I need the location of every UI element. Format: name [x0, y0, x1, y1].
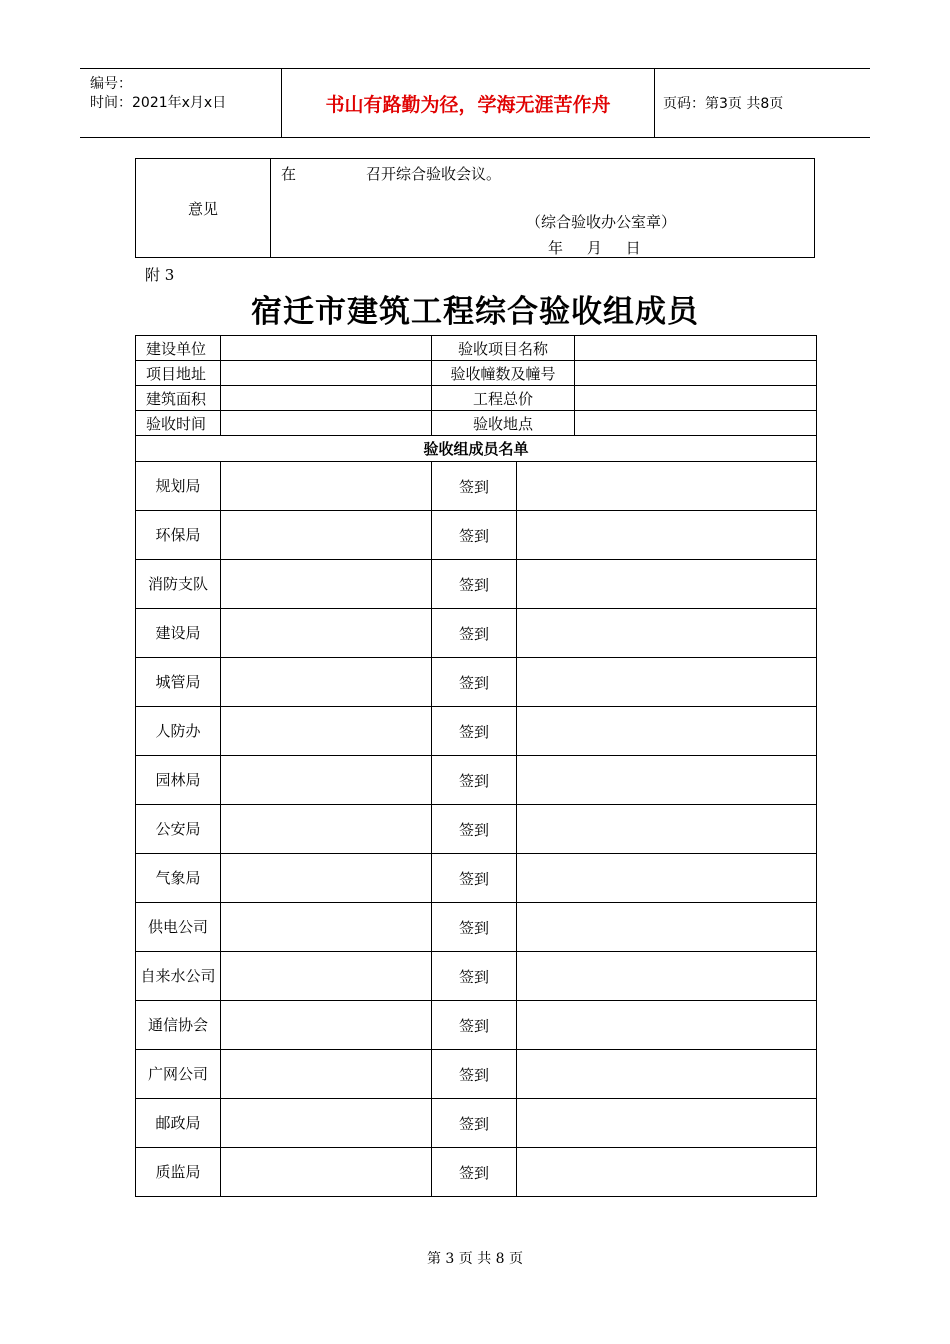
header-page-label: 页码：第3页 共8页 — [663, 96, 784, 112]
member-name: 邮政局 — [136, 1099, 221, 1148]
member-representative — [221, 658, 432, 707]
member-name: 环保局 — [136, 511, 221, 560]
member-name: 建设局 — [136, 609, 221, 658]
sign-label: 签到 — [432, 560, 517, 609]
signature-cell — [517, 1050, 817, 1099]
sign-label: 签到 — [432, 1001, 517, 1050]
opinion-date: 年 月 日 — [548, 239, 641, 257]
member-representative — [221, 1099, 432, 1148]
member-row — [136, 854, 817, 903]
opinion-box — [135, 158, 815, 258]
member-name: 公安局 — [136, 805, 221, 854]
signature-cell — [517, 707, 817, 756]
info-label-right: 验收幢数及幢号 — [432, 361, 575, 386]
member-name: 气象局 — [136, 854, 221, 903]
sign-label: 签到 — [432, 609, 517, 658]
info-label-right: 验收项目名称 — [432, 336, 575, 361]
member-name: 质监局 — [136, 1148, 221, 1197]
time-label: 时间：2021年x月x日 — [90, 95, 227, 111]
member-representative — [221, 1001, 432, 1050]
info-row — [136, 361, 817, 386]
member-name: 供电公司 — [136, 903, 221, 952]
member-representative — [221, 805, 432, 854]
member-name: 消防支队 — [136, 560, 221, 609]
member-representative — [221, 903, 432, 952]
sign-label: 签到 — [432, 805, 517, 854]
sign-label: 签到 — [432, 903, 517, 952]
info-row — [136, 386, 817, 411]
member-row — [136, 1050, 817, 1099]
sign-label: 签到 — [432, 658, 517, 707]
sign-label: 签到 — [432, 1099, 517, 1148]
member-name: 规划局 — [136, 462, 221, 511]
signature-cell — [517, 1001, 817, 1050]
member-representative — [221, 707, 432, 756]
info-row — [136, 336, 817, 361]
signature-cell — [517, 952, 817, 1001]
signature-cell — [517, 609, 817, 658]
signature-cell — [517, 462, 817, 511]
info-label: 验收时间 — [136, 411, 221, 436]
info-value-right — [575, 361, 817, 386]
member-row — [136, 1148, 817, 1197]
signature-cell — [517, 511, 817, 560]
page-title: 宿迁市建筑工程综合验收组成员 — [251, 294, 699, 330]
info-value-right — [575, 336, 817, 361]
member-representative — [221, 756, 432, 805]
member-row — [136, 609, 817, 658]
info-value-right — [575, 386, 817, 411]
page-footer: 第 3 页 共 8 页 — [426, 1251, 524, 1267]
member-representative — [221, 1148, 432, 1197]
member-representative — [221, 609, 432, 658]
member-row — [136, 707, 817, 756]
members-table — [135, 335, 817, 1197]
member-name: 自来水公司 — [136, 952, 221, 1001]
info-value — [221, 411, 432, 436]
signature-cell — [517, 805, 817, 854]
info-value — [221, 386, 432, 411]
number-label: 编号： — [90, 76, 132, 92]
member-representative — [221, 462, 432, 511]
opinion-stamp: （综合验收办公室章） — [526, 213, 677, 231]
member-representative — [221, 560, 432, 609]
member-name: 园林局 — [136, 756, 221, 805]
sign-label: 签到 — [432, 1050, 517, 1099]
sign-label: 签到 — [432, 952, 517, 1001]
header-motto: 书山有路勤为径，学海无涯苦作舟 — [281, 69, 655, 137]
signature-cell — [517, 1148, 817, 1197]
signature-cell — [517, 560, 817, 609]
sign-label: 签到 — [432, 707, 517, 756]
member-name: 通信协会 — [136, 1001, 221, 1050]
sign-label: 签到 — [432, 756, 517, 805]
member-representative — [221, 511, 432, 560]
signature-cell — [517, 756, 817, 805]
opinion-text-meeting: 召开综合验收会议。 — [366, 165, 502, 183]
member-row — [136, 1099, 817, 1148]
header-meta — [80, 69, 280, 137]
member-row — [136, 756, 817, 805]
info-row — [136, 411, 817, 436]
info-label: 建设单位 — [136, 336, 221, 361]
signature-cell — [517, 1099, 817, 1148]
signature-cell — [517, 854, 817, 903]
member-representative — [221, 854, 432, 903]
member-row — [136, 560, 817, 609]
member-row — [136, 1001, 817, 1050]
sign-label: 签到 — [432, 462, 517, 511]
member-name: 广网公司 — [136, 1050, 221, 1099]
member-row — [136, 952, 817, 1001]
member-row — [136, 511, 817, 560]
page-header — [80, 68, 870, 138]
opinion-text-at: 在 — [281, 165, 297, 183]
member-representative — [221, 1050, 432, 1099]
members-header-row — [136, 436, 817, 462]
info-value-right — [575, 411, 817, 436]
member-name: 人防办 — [136, 707, 221, 756]
annex-label: 附 3 — [145, 266, 175, 284]
member-name: 城管局 — [136, 658, 221, 707]
member-row — [136, 462, 817, 511]
opinion-label: 意见 — [136, 159, 271, 257]
member-representative — [221, 952, 432, 1001]
member-row — [136, 805, 817, 854]
info-label-right: 验收地点 — [432, 411, 575, 436]
info-value — [221, 336, 432, 361]
sign-label: 签到 — [432, 511, 517, 560]
member-row — [136, 658, 817, 707]
signature-cell — [517, 903, 817, 952]
member-row — [136, 903, 817, 952]
sign-label: 签到 — [432, 1148, 517, 1197]
info-value — [221, 361, 432, 386]
signature-cell — [517, 658, 817, 707]
info-label-right: 工程总价 — [432, 386, 575, 411]
info-label: 项目地址 — [136, 361, 221, 386]
members-header: 验收组成员名单 — [136, 436, 817, 462]
info-label: 建筑面积 — [136, 386, 221, 411]
sign-label: 签到 — [432, 854, 517, 903]
